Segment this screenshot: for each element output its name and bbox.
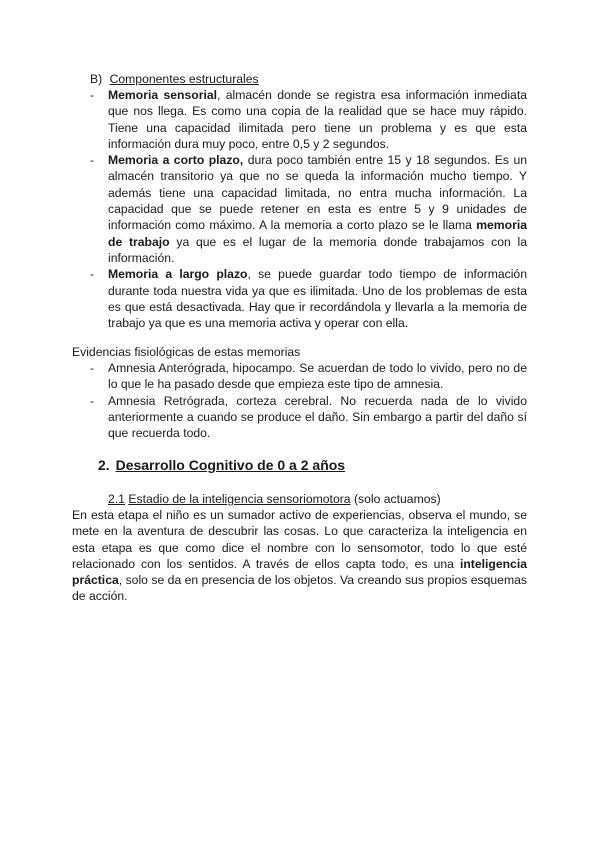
subsection-title: Estadio de la inteligencia sensoriomotora: [128, 492, 351, 506]
subsection-2-1-heading: [108, 491, 441, 507]
list-item-text: ya que es el lugar de la memoria donde trabajamos con la información.: [108, 234, 527, 265]
list-item-text: , almacén donde se registra esa información inmediata que nos llega. Es como una copia de la realidad que se hace muy rápido. Tiene una capacidad ilimitada pero tiene un problema y es que esta información dura muy poco, entre 0,5 y 2 segundos.: [108, 88, 527, 151]
term-memoria-largo-plazo: Memoria a largo plazo: [108, 267, 248, 282]
subsection-number: 2.1: [108, 492, 125, 506]
section-2-number: 2.: [98, 457, 110, 473]
evidencias-list: [90, 360, 527, 441]
section-2-title: Desarrollo Cognitivo de 0 a 2 años: [115, 457, 346, 473]
list-item-text: dura poco también entre 15 y 18 segundos. Es un almacén transitorio ya que no se queda la información mucho tiempo. Y además tiene una capacidad limitada, no entra mucha información. La capacidad que se puede retener en esta es entre 5 y 9 unidades de información como máximo. A la memoria a corto plazo se le llama: [108, 153, 527, 233]
section-2-paragraph: En esta etapa el niño es un sumador activo de experiencias, observa el mundo, se mete en la aventura de descubrir las cosas. Lo que caracteriza la inteligencia en esta etapa es que como dice el nombre con lo sensomotor, todo lo que esté relacionado con los sentidos. A través de ellos capta todo, es una inteligencia práctica, solo se da en presencia de los objetos. Va creando sus propios esquemas de acción.: [72, 508, 527, 604]
list-item: - Memoria a largo plazo, se puede guardar todo tiempo de información durante toda nuestra vida ya que es ilimitada. Uno de los problemas de esta es que está desactivada. Hay que ir recordándola y llevarla a la memoria de trabajo ya que es una memoria activa y operar con ella.: [90, 267, 527, 331]
evidencias-heading: Evidencias fisiológicas de estas memorias: [72, 345, 301, 359]
section-b-heading: [90, 71, 259, 87]
list-item: - Amnesia Anterógrada, hipocampo. Se acuerdan de todo lo vivido, pero no de lo que le ha pasado desde que empieza este tipo de amnesia.: [90, 361, 527, 392]
term-memoria-sensorial: Memoria sensorial: [108, 88, 218, 102]
term-inteligencia-practica: inteligencia práctica: [72, 556, 527, 588]
list-item-text: Amnesia Retrógrada, corteza cerebral. No recuerda nada de lo vivido anteriormente a cuando se produce el daño. Sin embargo a partir del daño sí que recuerda todo.: [108, 393, 527, 441]
list-item: - Memoria a corto plazo, dura poco también entre 15 y 18 segundos. Es un almacén transitorio ya que no se queda la información mucho tiempo. Y además tiene una capacidad limitada, no entra mucha información. La capacidad que se puede retener en esta es entre 5 y 9 unidades de información como máximo. A la memoria a corto plazo se le llama memoria de trabajo ya que es el lugar de la memoria donde trabajamos con la información.: [90, 153, 527, 265]
memory-components-list: [90, 87, 527, 331]
section-2-heading: [98, 457, 345, 473]
list-item-text: Amnesia Anterógrada, hipocampo. Se acuerdan de todo lo vivido, pero no de lo que le ha pasado desde que empieza este tipo de amnesia.: [108, 361, 527, 392]
list-item-text: , se puede guardar todo tiempo de información durante toda nuestra vida ya que es ilimitada. Uno de los problemas de esta es que está desactivada. Hay que ir recordándola y llevarla a la memoria de trabajo ya que es una memoria activa y operar con ella.: [108, 267, 527, 331]
subsection-note: (solo actuamos): [350, 492, 441, 506]
list-item: - Amnesia Retrógrada, corteza cerebral. No recuerda nada de lo vivido anteriormente a cuando se produce el daño. Sin embargo a partir del daño sí que recuerda todo.: [90, 393, 527, 441]
list-item: - Memoria sensorial, almacén donde se registra esa información inmediata que nos llega. Es como una copia de la realidad que se hace muy rápido. Tiene una capacidad ilimitada pero tiene un problema y es que esta información dura muy poco, entre 0,5 y 2 segundos.: [90, 88, 527, 151]
section-b-letter: B): [90, 72, 103, 86]
term-memoria-trabajo: memoria de trabajo: [108, 218, 527, 249]
section-b-title: Componentes estructurales: [109, 72, 259, 86]
term-memoria-corto-plazo: Memoria a corto plazo,: [108, 153, 244, 168]
